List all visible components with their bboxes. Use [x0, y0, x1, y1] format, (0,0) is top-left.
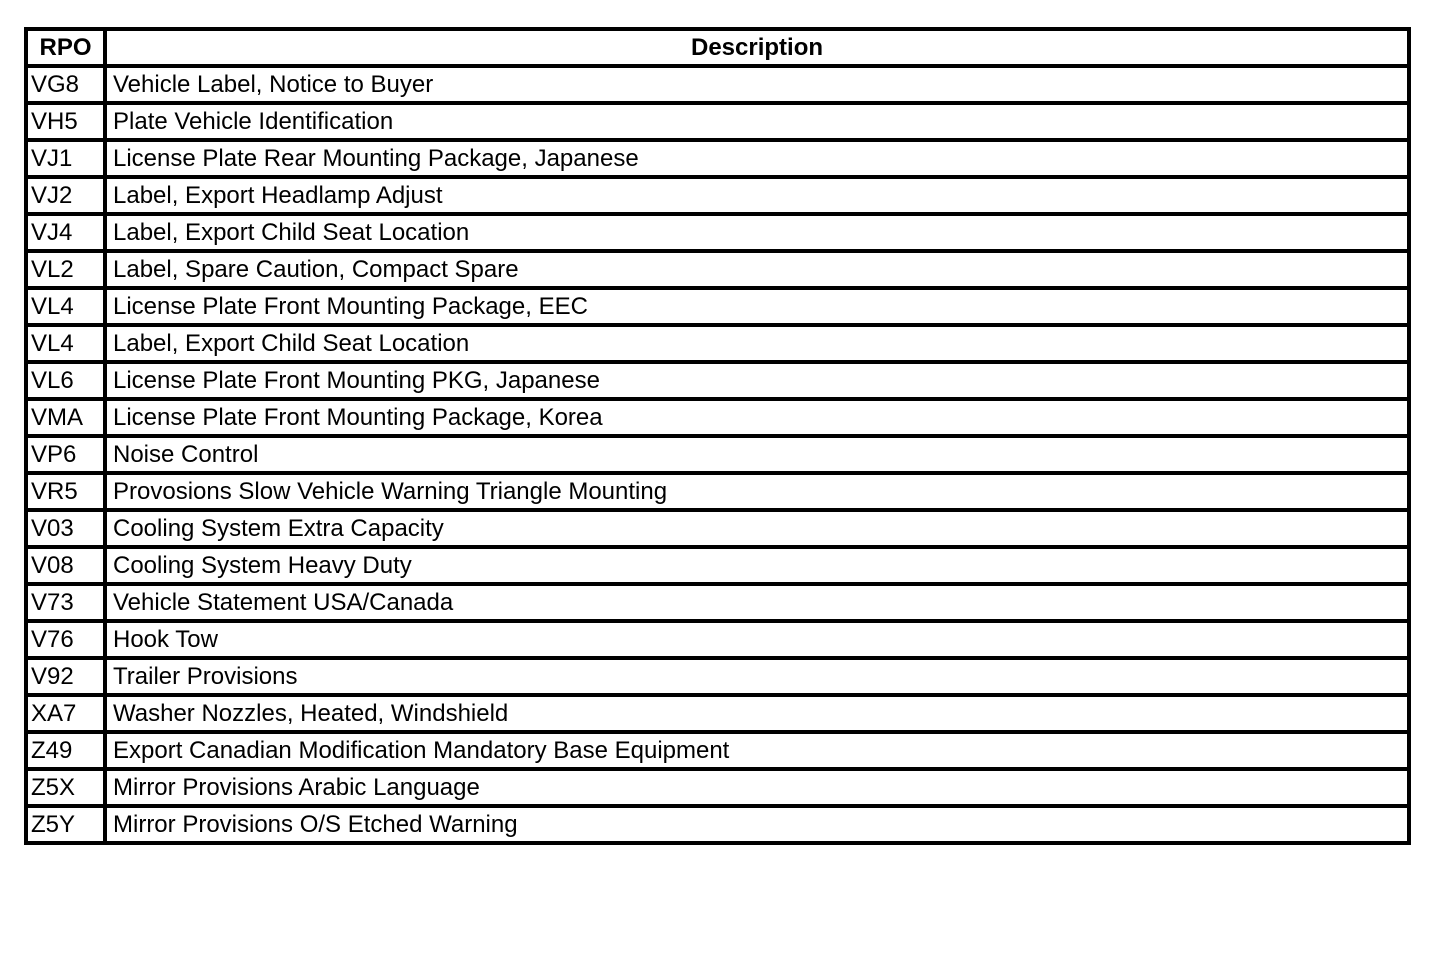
table-row: [26, 325, 1409, 362]
table-row: [26, 806, 1409, 843]
table-row: [26, 214, 1409, 251]
table-row: [26, 288, 1409, 325]
description-cell: Mirror Provisions O/S Etched Warning: [105, 806, 1409, 843]
description-cell: Plate Vehicle Identification: [105, 103, 1409, 140]
table-row: [26, 695, 1409, 732]
table-row: [26, 621, 1409, 658]
table-row: [26, 251, 1409, 288]
rpo-code-cell: Z5Y: [26, 806, 105, 843]
rpo-column-header: RPO: [26, 29, 105, 66]
description-cell: Label, Export Child Seat Location: [105, 214, 1409, 251]
rpo-code-cell: V76: [26, 621, 105, 658]
description-cell: Label, Export Headlamp Adjust: [105, 177, 1409, 214]
description-cell: License Plate Front Mounting PKG, Japanese: [105, 362, 1409, 399]
rpo-code-cell: VL4: [26, 288, 105, 325]
table-row: [26, 547, 1409, 584]
table-header: [26, 29, 1409, 66]
description-cell: Provosions Slow Vehicle Warning Triangle Mounting: [105, 473, 1409, 510]
table-row: [26, 436, 1409, 473]
table-row: [26, 362, 1409, 399]
description-cell: Cooling System Extra Capacity: [105, 510, 1409, 547]
table-row: [26, 732, 1409, 769]
description-cell: License Plate Rear Mounting Package, Japanese: [105, 140, 1409, 177]
description-cell: License Plate Front Mounting Package, EEC: [105, 288, 1409, 325]
description-cell: License Plate Front Mounting Package, Korea: [105, 399, 1409, 436]
rpo-code-cell: VL6: [26, 362, 105, 399]
table-row: [26, 769, 1409, 806]
table-body: [26, 66, 1409, 843]
rpo-code-cell: VL4: [26, 325, 105, 362]
description-cell: Vehicle Label, Notice to Buyer: [105, 66, 1409, 103]
rpo-code-cell: VR5: [26, 473, 105, 510]
rpo-code-cell: Z49: [26, 732, 105, 769]
table-row: [26, 584, 1409, 621]
table-row: [26, 103, 1409, 140]
rpo-code-cell: VJ2: [26, 177, 105, 214]
description-cell: Label, Spare Caution, Compact Spare: [105, 251, 1409, 288]
header-row: [26, 29, 1409, 66]
description-cell: Washer Nozzles, Heated, Windshield: [105, 695, 1409, 732]
rpo-code-cell: Z5X: [26, 769, 105, 806]
rpo-code-cell: VH5: [26, 103, 105, 140]
rpo-code-cell: V03: [26, 510, 105, 547]
table-row: [26, 658, 1409, 695]
table-row: [26, 473, 1409, 510]
description-column-header: Description: [105, 29, 1409, 66]
description-cell: Label, Export Child Seat Location: [105, 325, 1409, 362]
rpo-table: [24, 27, 1411, 845]
description-cell: Trailer Provisions: [105, 658, 1409, 695]
rpo-code-cell: V08: [26, 547, 105, 584]
table-row: [26, 510, 1409, 547]
description-cell: Noise Control: [105, 436, 1409, 473]
rpo-code-cell: V92: [26, 658, 105, 695]
rpo-code-cell: VL2: [26, 251, 105, 288]
description-cell: Hook Tow: [105, 621, 1409, 658]
description-cell: Export Canadian Modification Mandatory Base Equipment: [105, 732, 1409, 769]
table-row: [26, 177, 1409, 214]
rpo-code-cell: VJ1: [26, 140, 105, 177]
table-row: [26, 66, 1409, 103]
description-cell: Mirror Provisions Arabic Language: [105, 769, 1409, 806]
rpo-code-cell: VMA: [26, 399, 105, 436]
description-cell: Cooling System Heavy Duty: [105, 547, 1409, 584]
table-row: [26, 399, 1409, 436]
rpo-code-cell: VJ4: [26, 214, 105, 251]
table-row: [26, 140, 1409, 177]
rpo-code-cell: V73: [26, 584, 105, 621]
rpo-code-cell: XA7: [26, 695, 105, 732]
description-cell: Vehicle Statement USA/Canada: [105, 584, 1409, 621]
rpo-code-cell: VP6: [26, 436, 105, 473]
rpo-code-cell: VG8: [26, 66, 105, 103]
